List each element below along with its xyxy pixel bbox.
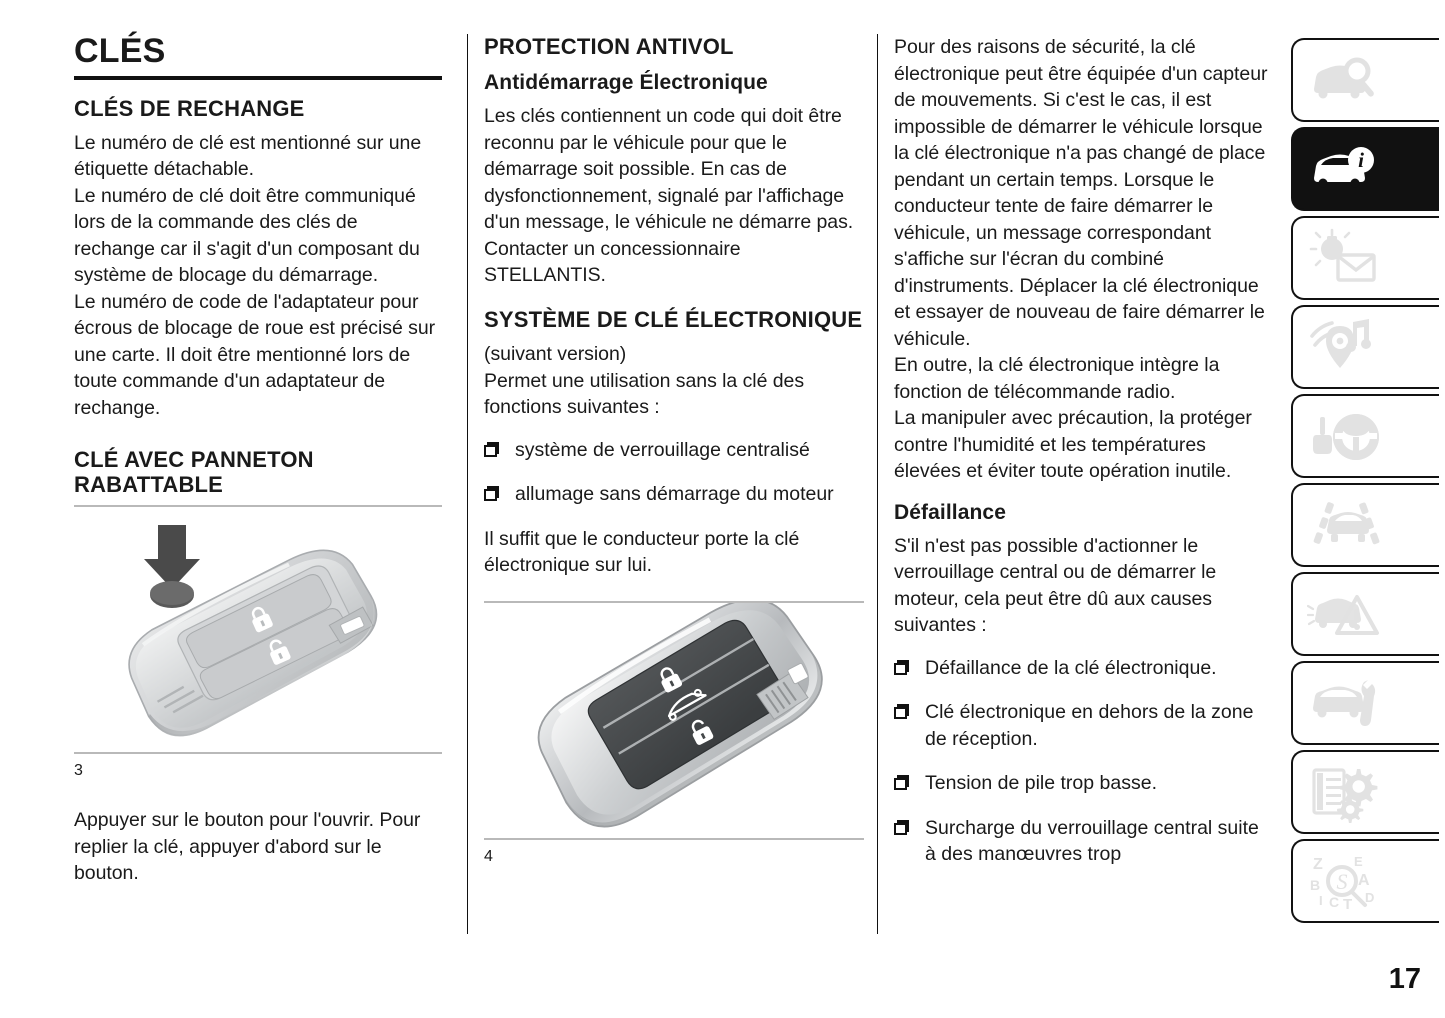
figure-bottom-rule: [74, 752, 442, 754]
failure-cause-list: [894, 655, 1272, 868]
square-bullet-icon: [894, 660, 909, 675]
figure-3: [74, 505, 442, 781]
square-bullet-icon: [894, 775, 909, 790]
radio-media-icon: [1307, 316, 1381, 378]
paragraph: Le numéro de clé doit être communiqué lors de la commande des clés de rechange car il s'agit d'un composant du système de blocage du démarrage.: [74, 184, 420, 287]
svg-text:E: E: [1354, 854, 1363, 869]
svg-text:I: I: [1319, 893, 1323, 908]
paragraph: Contacter un concessionnaire STELLANTIS.: [484, 237, 741, 287]
car-magnifier-icon: [1307, 49, 1381, 111]
list-item: [484, 437, 864, 464]
list-item-label: Tension de pile trop basse.: [925, 772, 1157, 795]
chapter-tab-rail: [1291, 38, 1439, 928]
figure-number: 4: [484, 847, 493, 865]
paragraph: Les clés contiennent un code qui doit être reconnu par le véhicule pour que le démarrage soit possible. En cas de dysfonctionnement, signalé par l'affichage d'un message, le véhicule ne démarre pas.: [484, 105, 854, 234]
figure-4-image: [484, 603, 864, 838]
list-item: [484, 481, 864, 508]
paragraph: (suivant version): [484, 343, 627, 366]
tab-multimedia[interactable]: [1291, 305, 1439, 389]
subsection-heading-antidemarrage-electronique: Antidémarrage Électronique: [484, 71, 768, 95]
tab-entretien-et-soin[interactable]: [1291, 661, 1439, 745]
tab-en-cas-d-urgence[interactable]: [1291, 572, 1439, 656]
column-2: [484, 34, 864, 934]
tab-demarrage-et-conduite[interactable]: [1291, 394, 1439, 478]
list-item-label: système de verrouillage centralisé: [515, 438, 810, 461]
section-heading-systeme-de-cle-electronique: SYSTÈME DE CLÉ ÉLECTRONIQUE: [484, 306, 863, 332]
car-warning-triangle-icon: [1307, 583, 1381, 645]
svg-text:B: B: [1310, 877, 1321, 893]
lamp-envelope-icon: [1307, 227, 1381, 289]
column-divider-1: [467, 34, 468, 934]
list-item: [894, 770, 1272, 797]
square-bullet-icon: [894, 820, 909, 835]
column-divider-2: [877, 34, 878, 934]
tab-donnees-techniques[interactable]: [1291, 750, 1439, 834]
paragraph: Le numéro de clé est mentionné sur une étiquette détachable.: [74, 131, 422, 181]
svg-text:Z: Z: [1313, 856, 1323, 873]
paragraph: La manipuler avec précaution, la protéger contre l'humidité et les températures élevées et éviter toute opération inutile.: [894, 407, 1252, 482]
paragraph: S'il n'est pas possible d'actionner le verrouillage central ou de démarrer le moteur, cela peut être dû aux causes suivantes :: [894, 534, 1217, 637]
alphabetical-index-icon: [1307, 850, 1381, 912]
section-heading-protection-antivol: PROTECTION ANTIVOL: [484, 34, 734, 59]
list-item-label: Surcharge du verrouillage central suite à des manœuvres trop: [925, 816, 1259, 866]
list-item-label: allumage sans démarrage du moteur: [515, 483, 834, 506]
figure-4: [484, 601, 864, 867]
figure-bottom-rule: [484, 838, 864, 840]
tab-temoins-et-messages[interactable]: [1291, 216, 1439, 300]
square-bullet-icon: [484, 486, 499, 501]
steering-wheel-icon: [1307, 405, 1381, 467]
svg-text:D: D: [1365, 890, 1375, 905]
paragraph: Appuyer sur le bouton pour l'ouvrir. Pour replier la clé, appuyer d'abord sur le bouton.: [74, 809, 421, 885]
specs-gears-icon: [1307, 761, 1381, 823]
tab-aides-a-la-conduite[interactable]: [1291, 483, 1439, 567]
list-item-label: Défaillance de la clé électronique.: [925, 656, 1217, 679]
page-number: 17: [1388, 963, 1421, 995]
list-item: [894, 699, 1272, 752]
press-arrow: [144, 525, 200, 589]
tab-connaissance-du-vehicule[interactable]: [1291, 38, 1439, 122]
tab-index-alphabetique[interactable]: [1291, 839, 1439, 923]
paragraph: En outre, la clé électronique intègre la fonction de télécommande radio.: [894, 354, 1220, 403]
column-3: [894, 34, 1272, 934]
figure-number: 3: [74, 762, 83, 780]
list-item-label: Clé électronique en dehors de la zone de réception.: [925, 701, 1254, 750]
svg-text:T: T: [1343, 896, 1353, 912]
list-item: [894, 655, 1272, 682]
car-wrench-icon: [1307, 672, 1381, 734]
column-1: [74, 34, 442, 934]
tab-securite[interactable]: [1291, 127, 1439, 211]
section-heading-cles-de-rechange: CLÉS DE RECHANGE: [74, 95, 305, 121]
lane-assist-car-icon: [1307, 494, 1381, 556]
paragraph: Il suffit que le conducteur porte la clé électronique sur lui.: [484, 527, 800, 577]
paragraph: Le numéro de code de l'adaptateur pour écrous de blocage de roue est précisé sur une carte. Il doit être mentionné lors de toute commande d'un adaptateur de rechange.: [74, 290, 436, 419]
paragraph: Permet une utilisation sans la clé des fonctions suivantes :: [484, 369, 805, 419]
title-rule: [74, 76, 442, 80]
svg-text:A: A: [1358, 872, 1370, 889]
list-item: [894, 815, 1272, 868]
three-column-body: [74, 34, 1279, 934]
feature-bullet-list: [484, 437, 864, 508]
square-bullet-icon: [894, 704, 909, 719]
figure-3-image: [74, 507, 442, 752]
svg-text:S: S: [1336, 869, 1348, 894]
svg-text:i: i: [1358, 148, 1364, 172]
square-bullet-icon: [484, 442, 499, 457]
svg-text:C: C: [1329, 894, 1340, 910]
paragraph: Pour des raisons de sécurité, la clé électronique peut être équipée d'un capteur de mouvements. Si c'est le cas, il est impossible de démarrer le véhicule lorsque la clé électronique n'a pas changé de place pendant un certain temps. Lorsque le conducteur tente de faire démarrer le véhicule, un message correspondant s'affiche sur l'écran du combiné d'instruments. Déplacer la clé électronique et essayer de nouveau de faire démarrer le véhicule.: [894, 36, 1268, 350]
page-title: CLÉS: [74, 32, 166, 70]
subsection-heading-defaillance: Défaillance: [894, 500, 1006, 524]
section-heading-cle-avec-panneton-rabattable: CLÉ AVEC PANNETON RABATTABLE: [74, 447, 314, 498]
car-info-icon: [1307, 138, 1381, 200]
